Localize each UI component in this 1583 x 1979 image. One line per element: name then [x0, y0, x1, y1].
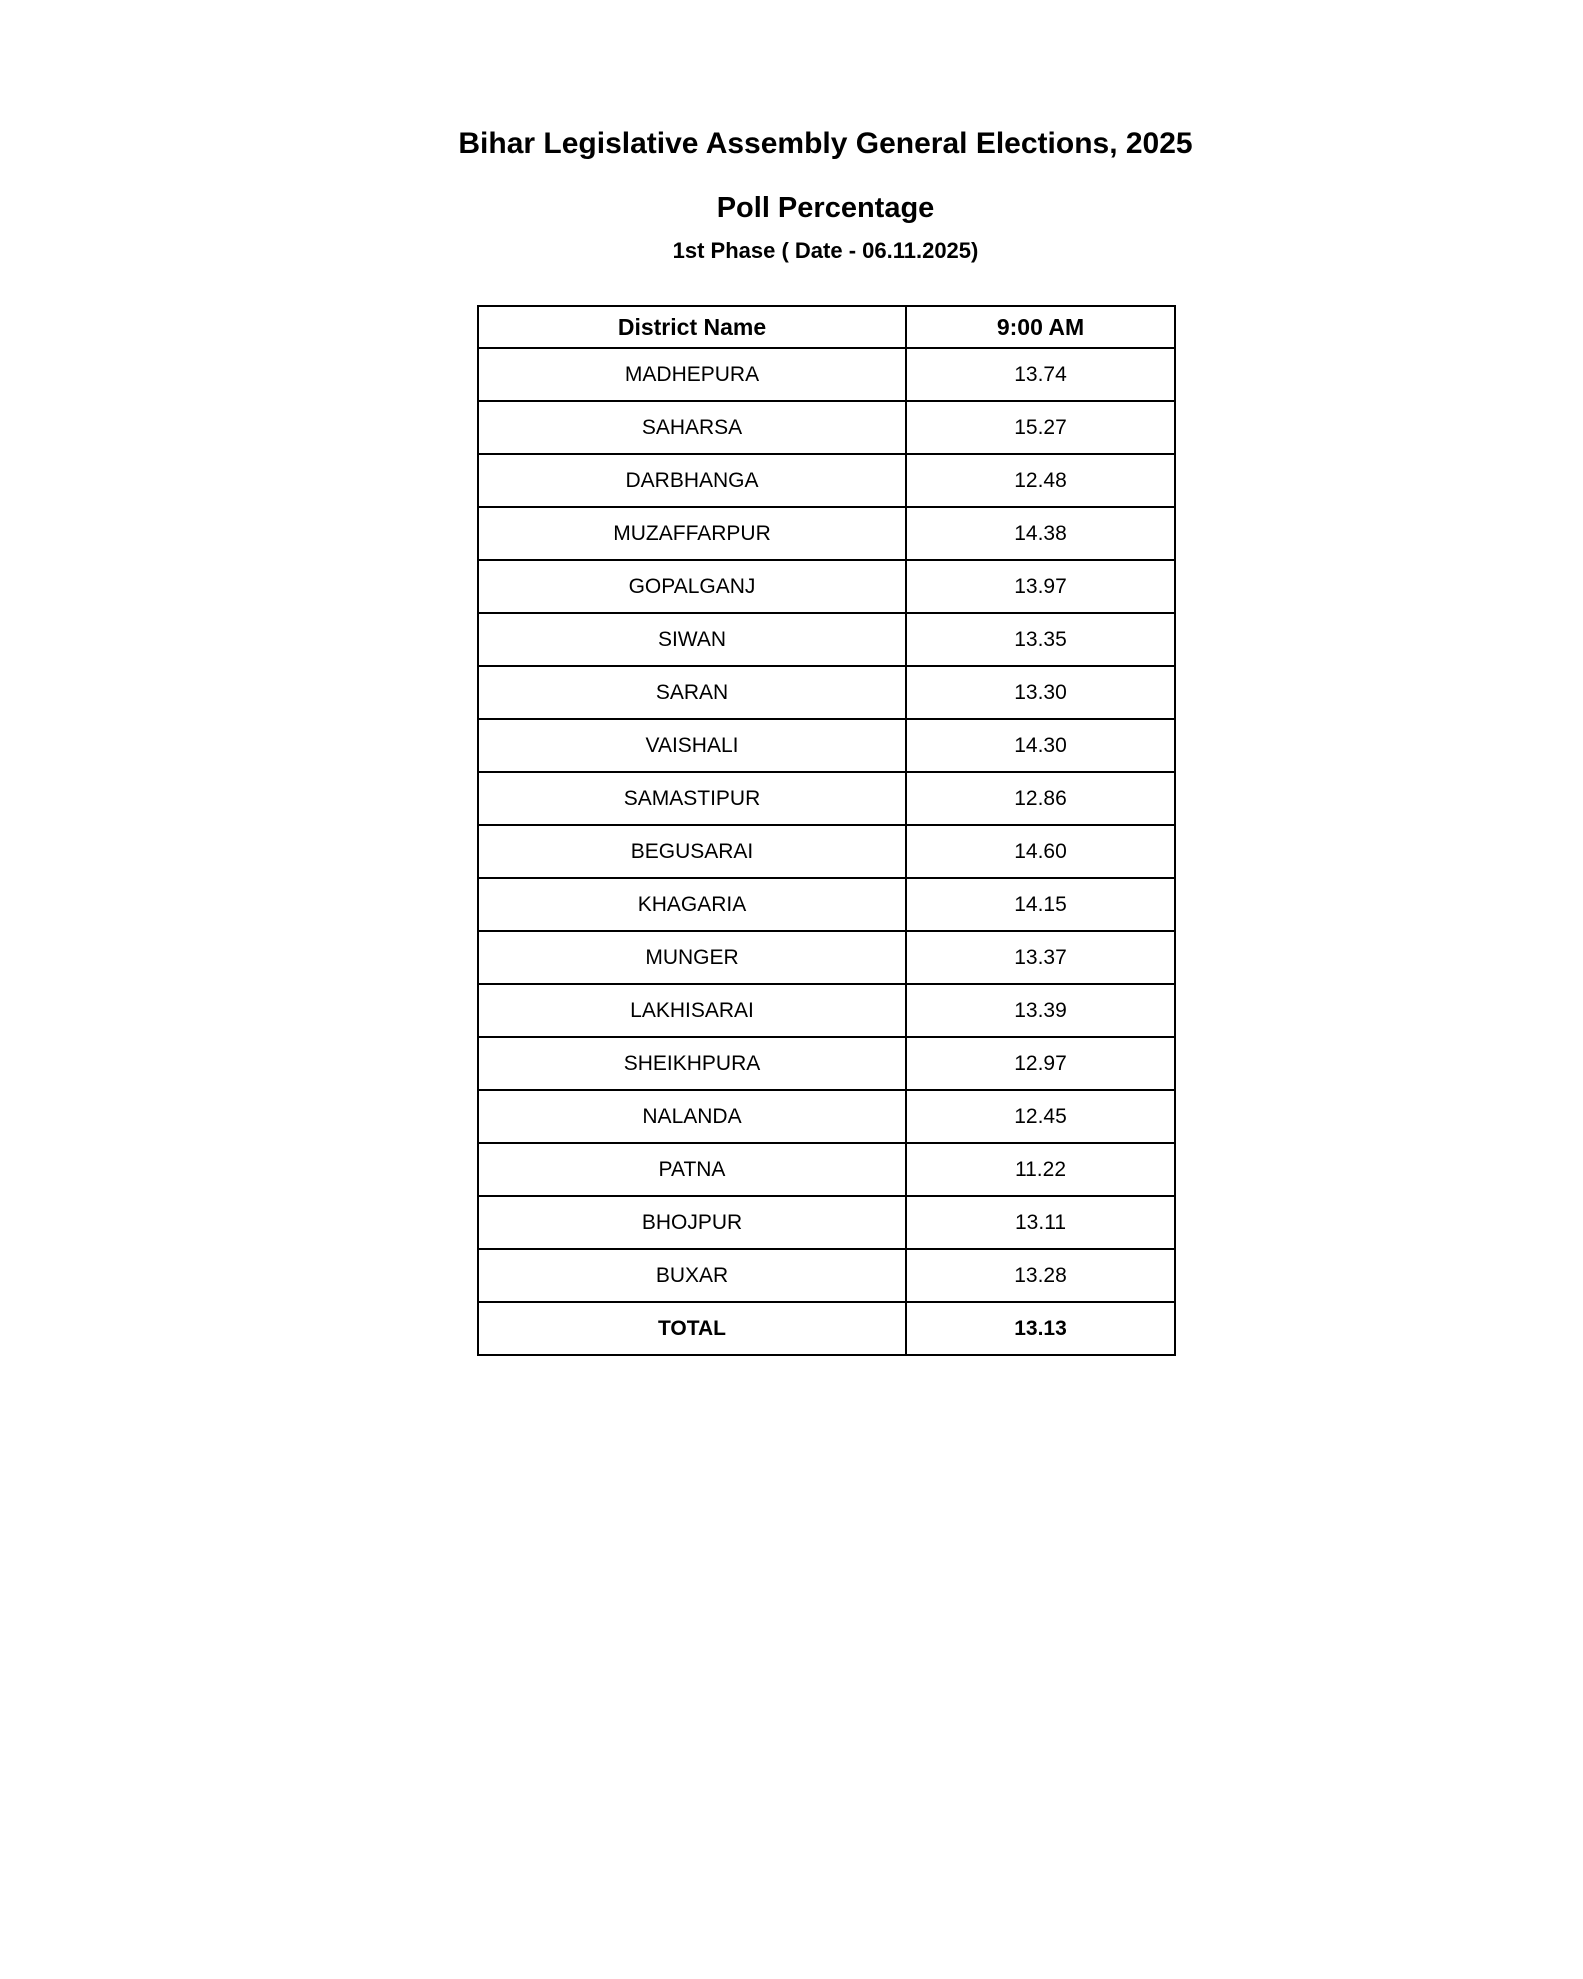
- table-row: [478, 401, 1175, 454]
- value-cell: 12.48: [906, 454, 1175, 507]
- value-cell: 12.86: [906, 772, 1175, 825]
- district-cell: PATNA: [478, 1143, 906, 1196]
- total-row: [478, 1302, 1175, 1355]
- value-cell: 13.28: [906, 1249, 1175, 1302]
- table-row: [478, 1037, 1175, 1090]
- table-row: [478, 613, 1175, 666]
- value-cell: 13.11: [906, 1196, 1175, 1249]
- value-cell: 11.22: [906, 1143, 1175, 1196]
- value-cell: 13.37: [906, 931, 1175, 984]
- poll-percentage-table: [477, 305, 1176, 1356]
- district-cell: MUNGER: [478, 931, 906, 984]
- table-header-row: [478, 306, 1175, 348]
- value-cell: 12.97: [906, 1037, 1175, 1090]
- district-cell: DARBHANGA: [478, 454, 906, 507]
- column-header-district: District Name: [478, 306, 906, 348]
- district-cell: SARAN: [478, 666, 906, 719]
- value-cell: 13.35: [906, 613, 1175, 666]
- table-row: [478, 1143, 1175, 1196]
- table-row: [478, 560, 1175, 613]
- value-cell: 14.30: [906, 719, 1175, 772]
- table-row: [478, 666, 1175, 719]
- value-cell: 14.60: [906, 825, 1175, 878]
- district-cell: NALANDA: [478, 1090, 906, 1143]
- value-cell: 12.45: [906, 1090, 1175, 1143]
- subtitle-wrapper: [477, 162, 1174, 226]
- value-cell: 13.74: [906, 348, 1175, 401]
- district-cell: BEGUSARAI: [478, 825, 906, 878]
- district-cell: GOPALGANJ: [478, 560, 906, 613]
- value-cell: 13.30: [906, 666, 1175, 719]
- table-row: [478, 507, 1175, 560]
- table-row: [478, 454, 1175, 507]
- district-cell: LAKHISARAI: [478, 984, 906, 1037]
- value-cell: 13.97: [906, 560, 1175, 613]
- table-row: [478, 825, 1175, 878]
- table-row: [478, 1249, 1175, 1302]
- table-row: [478, 719, 1175, 772]
- table-row: [478, 984, 1175, 1037]
- district-cell: SIWAN: [478, 613, 906, 666]
- table-row: [478, 931, 1175, 984]
- district-cell: SAHARSA: [478, 401, 906, 454]
- district-cell: SHEIKHPURA: [478, 1037, 906, 1090]
- table-row: [478, 1196, 1175, 1249]
- table-row: [478, 772, 1175, 825]
- total-label-cell: TOTAL: [478, 1302, 906, 1355]
- district-cell: VAISHALI: [478, 719, 906, 772]
- page-title: Bihar Legislative Assembly General Elections, 2025: [458, 127, 1193, 160]
- phase-subtitle: 1st Phase ( Date - 06.11.2025): [672, 238, 979, 263]
- district-cell: MADHEPURA: [478, 348, 906, 401]
- value-cell: 13.39: [906, 984, 1175, 1037]
- district-cell: BHOJPUR: [478, 1196, 906, 1249]
- main-title-wrapper: [458, 0, 1193, 162]
- column-header-time: 9:00 AM: [906, 306, 1175, 348]
- value-cell: 15.27: [906, 401, 1175, 454]
- value-cell: 14.15: [906, 878, 1175, 931]
- value-cell: 14.38: [906, 507, 1175, 560]
- district-cell: MUZAFFARPUR: [478, 507, 906, 560]
- document-content: [458, 0, 1193, 1356]
- table-row: [478, 348, 1175, 401]
- table-row: [478, 1090, 1175, 1143]
- district-cell: BUXAR: [478, 1249, 906, 1302]
- district-cell: KHAGARIA: [478, 878, 906, 931]
- page-subtitle: Poll Percentage: [716, 192, 935, 224]
- district-cell: SAMASTIPUR: [478, 772, 906, 825]
- phase-line-wrapper: [477, 226, 1174, 264]
- table-row: [478, 878, 1175, 931]
- total-value-cell: 13.13: [906, 1302, 1175, 1355]
